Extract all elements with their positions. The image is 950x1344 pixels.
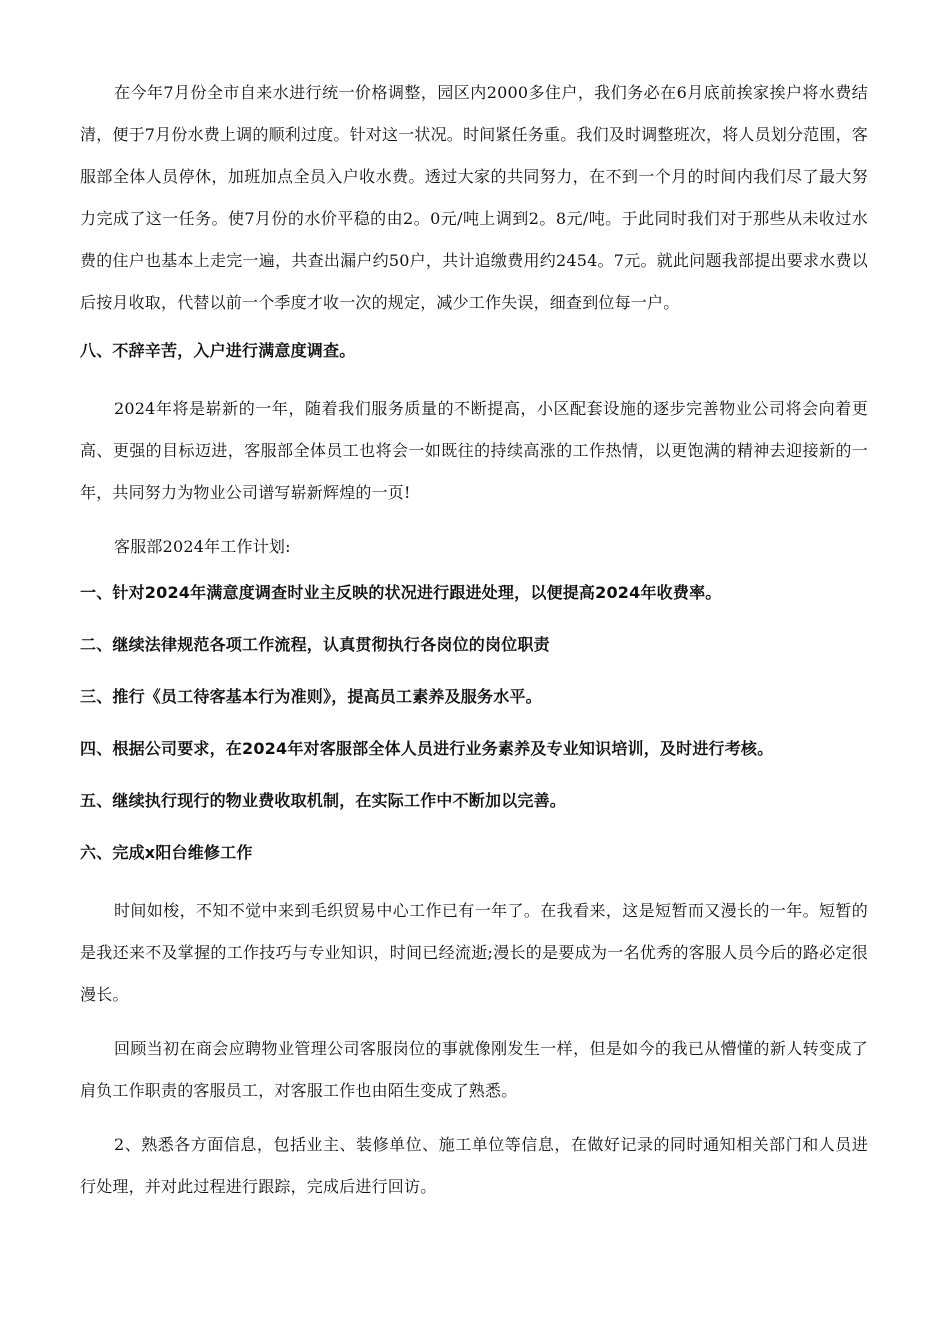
plan-item-1: 一、针对2024年满意度调查时业主反映的状况进行跟进处理，以便提高2024年收费率。 bbox=[80, 583, 722, 602]
plan-item-2: 二、继续法律规范各项工作流程，认真贯彻执行各岗位的岗位职责 bbox=[80, 635, 550, 654]
plan-item-3: 三、推行《员工待客基本行为准则》，提高员工素养及服务水平。 bbox=[80, 687, 542, 706]
reflection-paragraph-2: 回顾当初在商会应聘物业管理公司客服岗位的事就像刚发生一样，但是如今的我已从懵懂的新人转变成了肩负工作职责的客服员工，对客服工作也由陌生变成了熟悉。 bbox=[80, 1039, 868, 1100]
document-page bbox=[80, 72, 868, 1220]
section-8-heading: 八、不辞辛苦，入户进行满意度调查。 bbox=[80, 341, 356, 360]
plan-item-5: 五、继续执行现行的物业费收取机制，在实际工作中不断加以完善。 bbox=[80, 791, 567, 810]
outlook-paragraph: 2024年将是崭新的一年，随着我们服务质量的不断提高，小区配套设施的逐步完善物业公司将会向着更高、更强的目标迈进，客服部全体员工也将会一如既往的持续高涨的工作热情，以更饱满的精神去迎接新的一年，共同努力为物业公司谱写崭新辉煌的一页! bbox=[80, 399, 868, 502]
water-fee-paragraph: 在今年7月份全市自来水进行统一价格调整，园区内2000多住户，我们务必在6月底前挨家挨户将水费结清，便于7月份水费上调的顺利过度。针对这一状况。时间紧任务重。我们及时调整班次，将人员划分范围，客服部全体人员停休，加班加点全员入户收水费。透过大家的共同努力，在不到一个月的时间内我们尽了最大努力完成了这一任务。使7月份的水价平稳的由2。0元/吨上调到2。8元/吨。于此同时我们对于那些从未收过水费的住户也基本上走完一遍，共查出漏户约50户，共计追缴费用约2454。7元。就此问题我部提出要求水费以后按月收取，代替以前一个季度才收一次的规定，减少工作失误，细查到位每一户。 bbox=[80, 83, 868, 312]
work-plan-title: 客服部2024年工作计划: bbox=[114, 537, 291, 556]
item-2-paragraph: 2、熟悉各方面信息，包括业主、装修单位、施工单位等信息，在做好记录的同时通知相关部门和人员进行处理，并对此过程进行跟踪，完成后进行回访。 bbox=[80, 1135, 868, 1196]
reflection-paragraph-1: 时间如梭，不知不觉中来到毛织贸易中心工作已有一年了。在我看来，这是短暂而又漫长的一年。短暂的是我还来不及掌握的工作技巧与专业知识，时间已经流逝;漫长的是要成为一名优秀的客服人员今后的路必定很漫长。 bbox=[80, 901, 868, 1004]
plan-item-6: 六、完成x阳台维修工作 bbox=[80, 843, 253, 862]
plan-item-4: 四、根据公司要求，在2024年对客服部全体人员进行业务素养及专业知识培训，及时进行考核。 bbox=[80, 739, 774, 758]
